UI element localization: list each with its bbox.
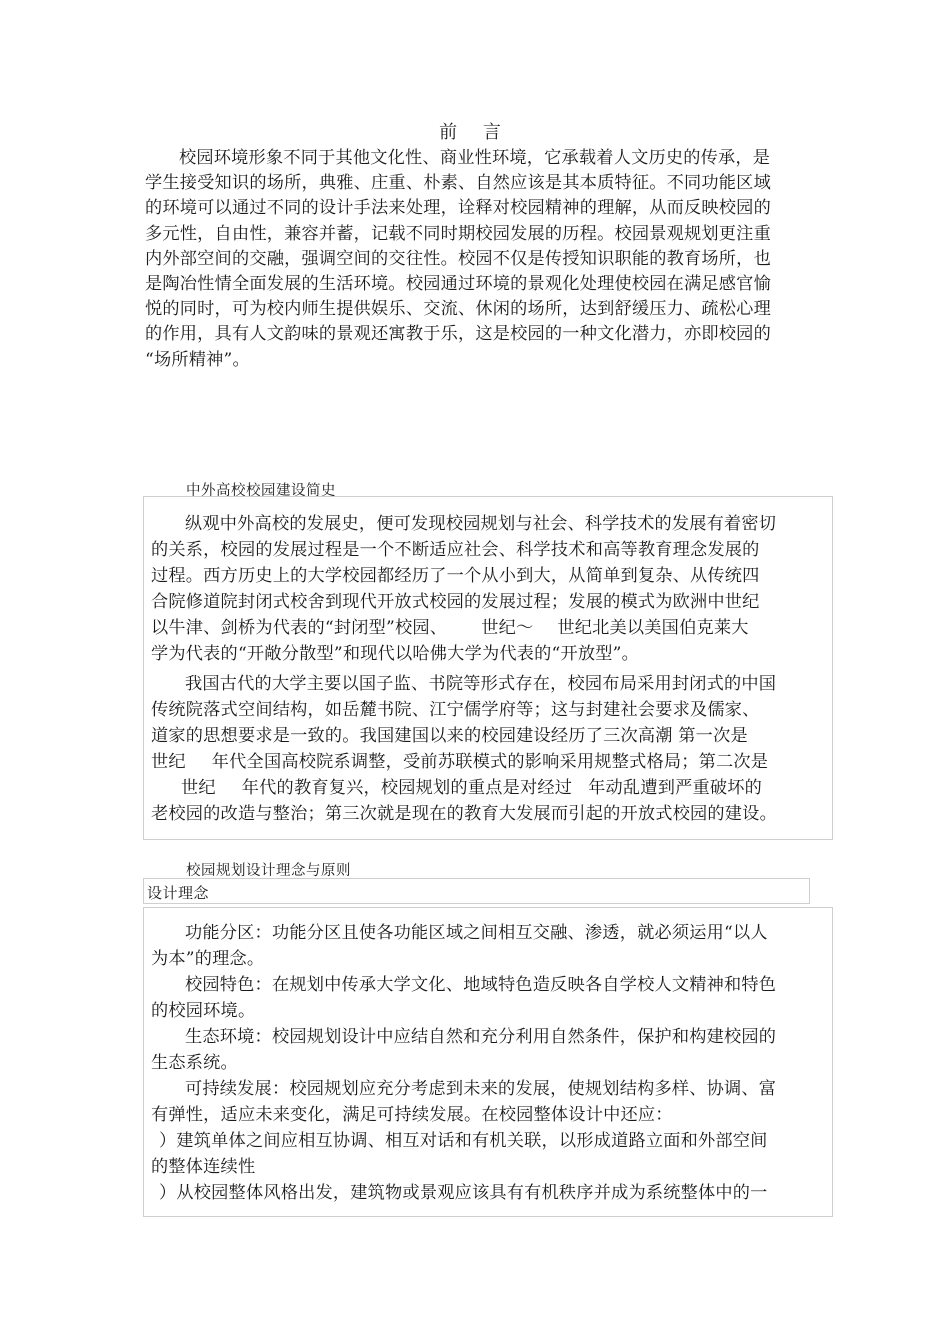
principles-line: ）建筑单体之间应相互协调、相互对话和有机关联，以形成道路立面和外部空间: [159, 1131, 768, 1151]
principles-box: [143, 907, 833, 1217]
subheading-design-concept: 设计理念: [147, 884, 210, 902]
principles-line: 有弹性，适应未来变化，满足可持续发展。在校园整体设计中还应：: [151, 1105, 673, 1125]
principles-line: 生态环境：校园规划设计中应结自然和充分利用自然条件，保护和构建校园的: [185, 1027, 777, 1047]
history-line: 过程。西方历史上的大学校园都经历了一个从小到大，从简单到复杂、从传统四: [151, 566, 760, 586]
principles-line: 的校园环境。: [151, 1001, 256, 1021]
preface-line: 学生接受知识的场所，典雅、庄重、朴素、自然应该是其本质特征。不同功能区域: [145, 173, 771, 194]
principles-line: 为本”的理念。: [151, 949, 265, 969]
principles-line: 生态系统。: [151, 1053, 238, 1073]
preface-line: 多元性，自由性，兼容并蓄，记载不同时期校园发展的历程。校园景观规划更注重: [145, 223, 771, 244]
principles-line: ）从校园整体风格出发，建筑物或景观应该具有有机秩序并成为系统整体中的一: [159, 1183, 768, 1203]
history-line: 合院修道院封闭式校舍到现代开放式校园的发展过程；发展的模式为欧洲中世纪: [151, 592, 760, 612]
history-line: 传统院落式空间结构，如岳麓书院、江宁儒学府等；这与封建社会要求及儒家、: [151, 700, 760, 720]
section-heading-principles: 校园规划设计理念与原则: [186, 863, 351, 879]
history-line: 世纪 年代的教育复兴，校园规划的重点是对经过 年动乱遭到严重破坏的: [181, 778, 763, 798]
history-line: 世纪 年代全国高校院系调整，受前苏联模式的影响采用规整式格局；第二次是: [151, 752, 769, 772]
principles-line: 校园特色：在规划中传承大学文化、地域特色造反映各自学校人文精神和特色: [185, 975, 777, 995]
preface-line: 的环境可以通过不同的设计手法来处理，诠释对校园精神的理解，从而反映校园的: [145, 198, 771, 219]
preface-line: 校园环境形象不同于其他文化性、商业性环境，它承载着人文历史的传承，是: [179, 148, 771, 168]
history-box: [143, 496, 833, 840]
preface-title: 前 言: [439, 122, 511, 143]
preface-line: 是陶冶性情全面发展的生活环境。校园通过环境的景观化处理使校园在满足感官愉: [145, 274, 771, 295]
history-line: 的关系，校园的发展过程是一个不断适应社会、科学技术和高等教育理念发展的: [151, 540, 760, 560]
subheading-box: [143, 878, 810, 904]
preface-line: 悦的同时，可为校内师生提供娱乐、交流、休闲的场所，达到舒缓压力、疏松心理: [145, 299, 771, 320]
history-line: 道家的思想要求是一致的。我国建国以来的校园建设经历了三次高潮 第一次是: [151, 726, 748, 746]
section-heading-history: 中外高校校园建设简史: [186, 483, 336, 499]
principles-line: 的整体连续性: [151, 1157, 256, 1177]
history-line: 以牛津、剑桥为代表的“封闭型”校园、 世纪～ 世纪北美以美国伯克莱大: [151, 618, 749, 638]
preface-line: 的作用，具有人文韵味的景观还寓教于乐，这是校园的一种文化潜力，亦即校园的: [145, 324, 771, 345]
history-line: 纵观中外高校的发展史，便可发现校园规划与社会、科学技术的发展有着密切: [185, 514, 777, 534]
history-line: 学为代表的“开敞分散型”和现代以哈佛大学为代表的“开放型”。: [151, 644, 640, 664]
history-line: 我国古代的大学主要以国子监、书院等形式存在，校园布局采用封闭式的中国: [185, 674, 777, 694]
principles-line: 可持续发展：校园规划应充分考虑到未来的发展，使规划结构多样、协调、富: [185, 1079, 777, 1099]
principles-line: 功能分区：功能分区且使各功能区域之间相互交融、渗透，就必须运用“以人: [185, 923, 768, 943]
preface-line: “场所精神”。: [145, 349, 250, 370]
preface-line: 内外部空间的交融，强调空间的交往性。校园不仅是传授知识职能的教育场所，也: [145, 248, 771, 269]
history-line: 老校园的改造与整治；第三次就是现在的教育大发展而引起的开放式校园的建设。: [151, 804, 777, 824]
preface-body: [145, 146, 835, 373]
